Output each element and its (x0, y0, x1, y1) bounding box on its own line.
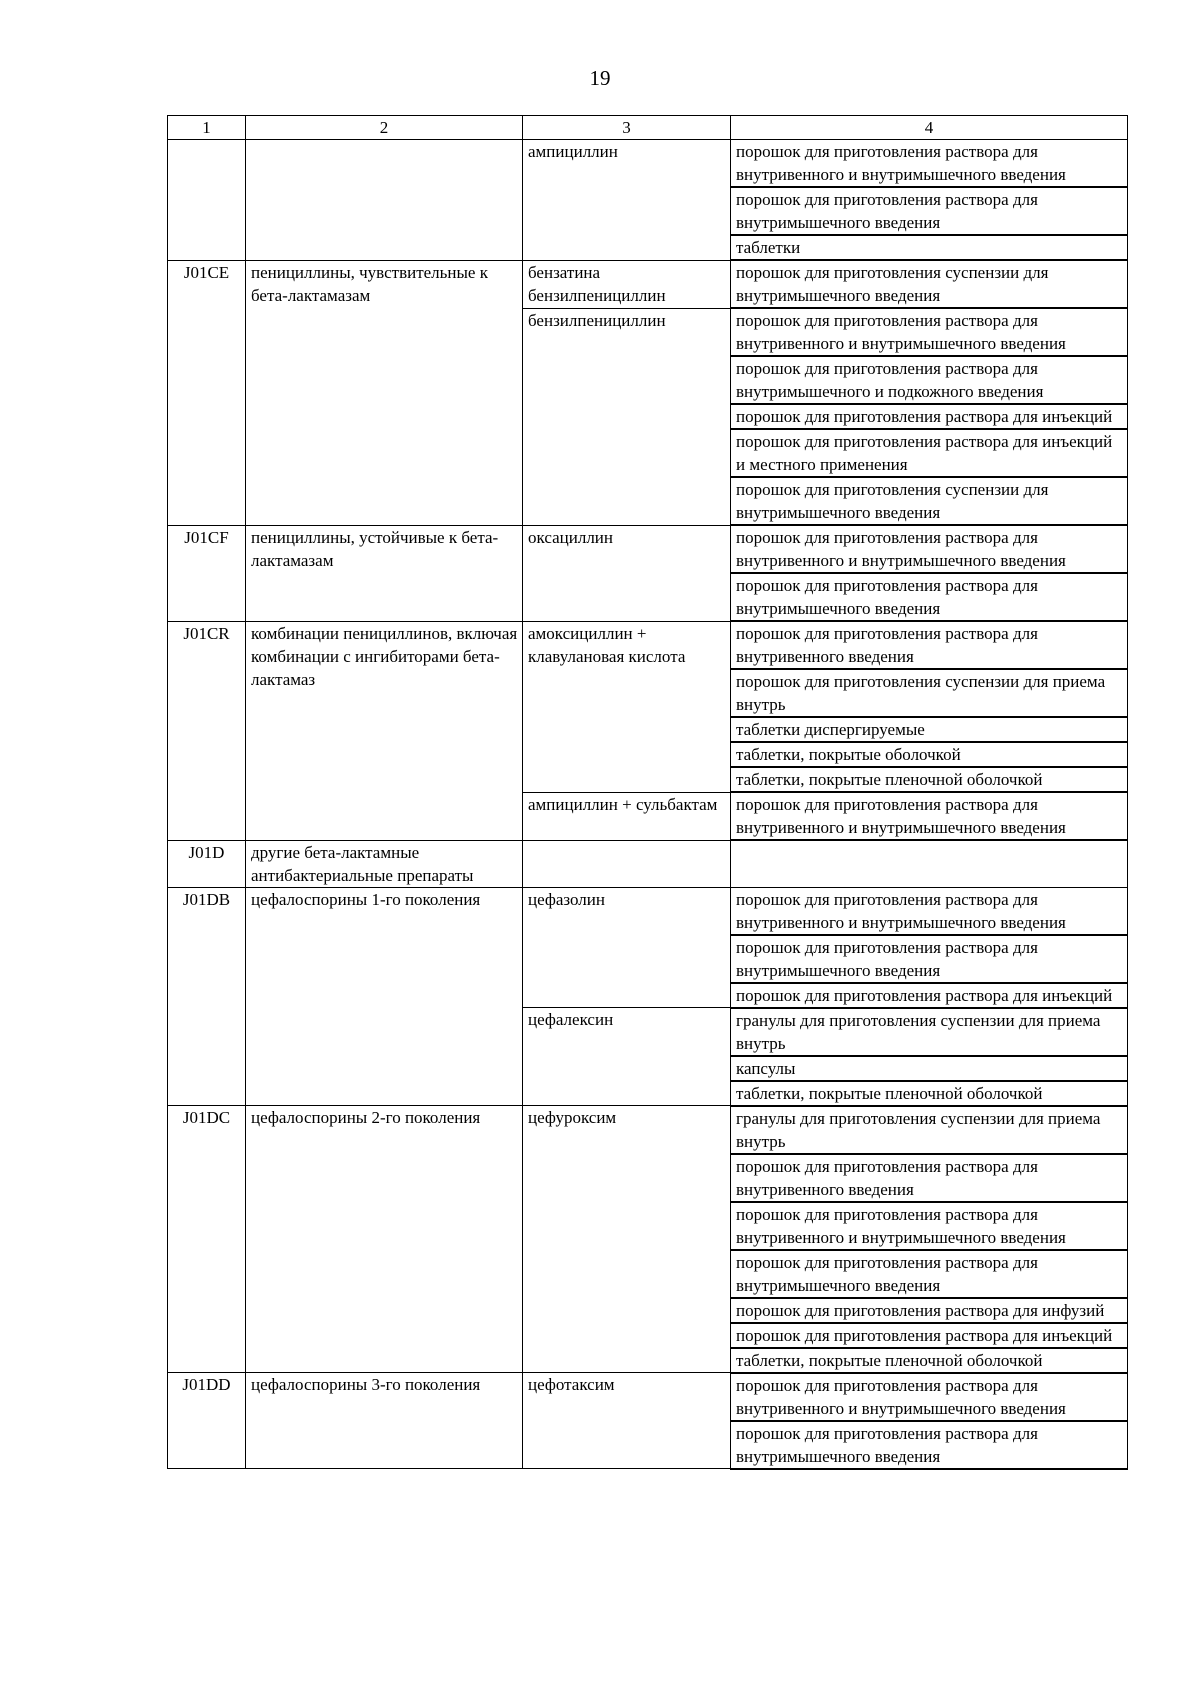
table-row (168, 260, 1128, 308)
drug-name: оксациллин (523, 525, 731, 621)
drug-name: бензилпенициллин (523, 308, 731, 525)
table-row (168, 140, 1128, 188)
dosage-form: порошок для приготовления раствора для внутривенного и внутримышечного введения (731, 1373, 1128, 1421)
drug-name: бензатина бензилпенициллин (523, 260, 731, 308)
dosage-form: порошок для приготовления раствора для инъекций (731, 983, 1128, 1008)
dosage-form: гранулы для приготовления суспензии для приема внутрь (731, 1008, 1128, 1056)
dosage-form: порошок для приготовления раствора для внутривенного и внутримышечного введения (731, 140, 1128, 188)
drug-name: цефотаксим (523, 1373, 731, 1469)
atc-code: J01DC (168, 1106, 246, 1373)
dosage-form: таблетки, покрытые пленочной оболочкой (731, 1348, 1128, 1373)
drug-name: цефалексин (523, 1008, 731, 1106)
dosage-form: капсулы (731, 1056, 1128, 1081)
header-cell: 3 (523, 116, 731, 140)
drug-list-table (167, 115, 1128, 1470)
atc-code: J01D (168, 840, 246, 887)
dosage-form: порошок для приготовления раствора для инъекций и местного применения (731, 429, 1128, 477)
drug-name: цефазолин (523, 887, 731, 1008)
group-name: пенициллины, чувствительные к бета-лактамазам (246, 260, 523, 525)
dosage-form: таблетки, покрытые пленочной оболочкой (731, 767, 1128, 792)
dosage-form: порошок для приготовления раствора для инъекций (731, 1323, 1128, 1348)
header-cell: 4 (731, 116, 1128, 140)
dosage-form: порошок для приготовления раствора для внутримышечного введения (731, 573, 1128, 621)
atc-code: J01CE (168, 260, 246, 525)
dosage-form: порошок для приготовления раствора для внутримышечного введения (731, 1250, 1128, 1298)
group-name: цефалоспорины 1-го поколения (246, 887, 523, 1106)
dosage-form: порошок для приготовления раствора для внутривенного введения (731, 621, 1128, 669)
dosage-form: порошок для приготовления раствора для внутримышечного введения (731, 187, 1128, 235)
table-row (168, 1373, 1128, 1421)
dosage-form: порошок для приготовления суспензии для внутримышечного введения (731, 260, 1128, 308)
atc-code: J01CR (168, 621, 246, 840)
dosage-form: порошок для приготовления раствора для внутривенного и внутримышечного введения (731, 308, 1128, 356)
group-name: цефалоспорины 3-го поколения (246, 1373, 523, 1469)
drug-name: цефуроксим (523, 1106, 731, 1373)
dosage-form: порошок для приготовления раствора для внутривенного введения (731, 1154, 1128, 1202)
atc-code (168, 140, 246, 261)
table-row (168, 887, 1128, 935)
group-name (246, 140, 523, 261)
group-name: комбинации пенициллинов, включая комбинации с ингибиторами бета-лактамаз (246, 621, 523, 840)
dosage-form: порошок для приготовления раствора для внутривенного и внутримышечного введения (731, 792, 1128, 840)
dosage-form: таблетки (731, 235, 1128, 260)
drug-name: ампициллин (523, 140, 731, 261)
table-row (168, 525, 1128, 573)
dosage-form: порошок для приготовления суспензии для приема внутрь (731, 669, 1128, 717)
dosage-form: порошок для приготовления суспензии для внутримышечного введения (731, 477, 1128, 525)
atc-code: J01CF (168, 525, 246, 621)
table-row (168, 1106, 1128, 1154)
dosage-form: гранулы для приготовления суспензии для приема внутрь (731, 1106, 1128, 1154)
header-cell: 2 (246, 116, 523, 140)
drug-name (523, 840, 731, 887)
dosage-form: порошок для приготовления раствора для внутримышечного введения (731, 935, 1128, 983)
table-body (168, 116, 1128, 1469)
atc-code: J01DD (168, 1373, 246, 1469)
dosage-form: порошок для приготовления раствора для внутривенного и внутримышечного введения (731, 525, 1128, 573)
dosage-form: порошок для приготовления раствора для инъекций (731, 404, 1128, 429)
dosage-form: порошок для приготовления раствора для внутривенного и внутримышечного введения (731, 1202, 1128, 1250)
dosage-form: таблетки, покрытые пленочной оболочкой (731, 1081, 1128, 1106)
dosage-form (731, 840, 1128, 887)
dosage-form: таблетки диспергируемые (731, 717, 1128, 742)
atc-code: J01DB (168, 887, 246, 1106)
table-row (168, 621, 1128, 669)
dosage-form: порошок для приготовления раствора для внутримышечного введения (731, 1421, 1128, 1469)
header-row (168, 116, 1128, 140)
table-row (168, 840, 1128, 887)
header-cell: 1 (168, 116, 246, 140)
dosage-form: порошок для приготовления раствора для внутримышечного и подкожного введения (731, 356, 1128, 404)
dosage-form: таблетки, покрытые оболочкой (731, 742, 1128, 767)
group-name: другие бета-лактамные антибактериальные препараты (246, 840, 523, 887)
dosage-form: порошок для приготовления раствора для инфузий (731, 1298, 1128, 1323)
group-name: цефалоспорины 2-го поколения (246, 1106, 523, 1373)
drug-name: ампициллин + сульбактам (523, 792, 731, 840)
group-name: пенициллины, устойчивые к бета-лактамазам (246, 525, 523, 621)
page-number: 19 (589, 66, 611, 90)
dosage-form: порошок для приготовления раствора для внутривенного и внутримышечного введения (731, 887, 1128, 935)
drug-name: амоксициллин + клавулановая кислота (523, 621, 731, 792)
